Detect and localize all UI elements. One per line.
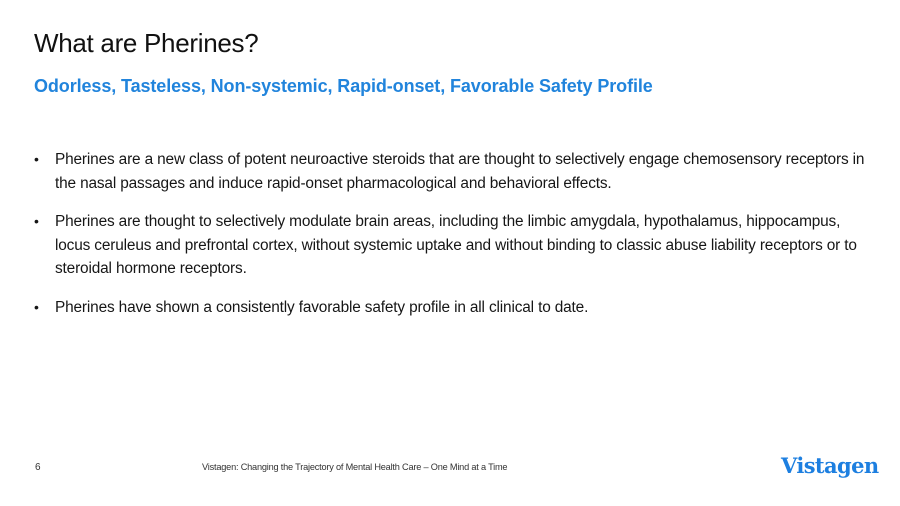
bullet-text: Pherines have shown a consistently favorable safety profile in all clinical to date. [55, 298, 589, 316]
bullet-text: Pherines are thought to selectively modulate brain areas, including the limbic amygdala, hypothalamus, hippocampus, locus ceruleus and prefrontal cortex, without systemic uptake and without binding to classic abuse liability receptors or to steroidal hormone receptors. [55, 213, 857, 277]
bullet-list [34, 148, 874, 334]
bullet-icon: • [34, 298, 39, 315]
slide-title: What are Pherines? [34, 28, 259, 58]
bullet-icon: • [34, 151, 39, 167]
bullet-item [34, 210, 874, 281]
footer-tagline: Vistagen: Changing the Trajectory of Mental Health Care – One Mind at a Time [202, 462, 508, 472]
bullet-text: Pherines are a new class of potent neuroactive steroids that are thought to selectively engage chemosensory receptors in the nasal passages and induce rapid-onset pharmacological and behavioral effects. [55, 151, 865, 192]
vistagen-logo: Vistagen [781, 453, 879, 478]
bullet-icon: • [34, 213, 39, 229]
slide-subtitle: Odorless, Tasteless, Non-systemic, Rapid-onset, Favorable Safety Profile [34, 76, 653, 96]
bullet-item [34, 148, 874, 195]
page-number: 6 [35, 462, 41, 473]
bullet-item [34, 296, 874, 320]
